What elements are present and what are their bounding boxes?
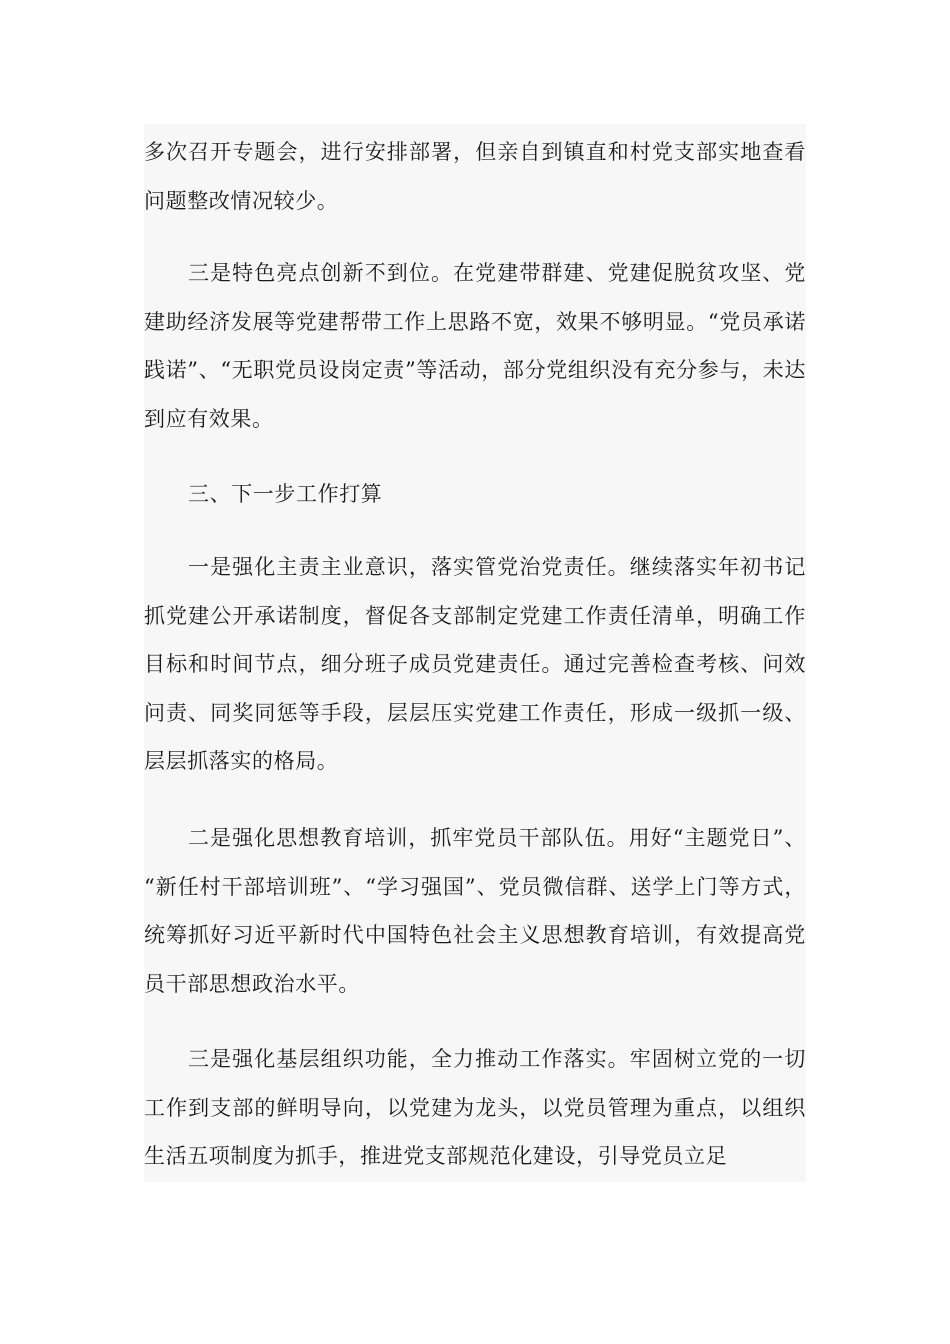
paragraph-continuation: 多次召开专题会，进行安排部署，但亲自到镇直和村党支部实地查看问题整改情况较少。 xyxy=(144,140,806,213)
paragraph-plan-two: 二是强化思想教育培训，抓牢党员干部队伍。用好“主题党日”、 “新任村干部培训班”、“学习强国”、党员微信群、送学上门等方式，统筹抓好习近平新时代中国特色社会主义思想教育培训，有效提高党员干部思想政治水平。 xyxy=(144,826,806,996)
section-heading-next-steps: 三、下一步工作打算 xyxy=(188,482,383,506)
paragraph-third-issue: 三是特色亮点创新不到位。在党建带群建、党建促脱贫攻坚、党建助经济发展等党建帮带工作上思路不宽，效果不够明显。“党员承诺践诺”、“无职党员设岗定责”等活动，部分党组织没有充分参与，未达到应有效果。 xyxy=(144,261,806,431)
document-page xyxy=(144,124,806,1182)
paragraph-plan-three: 三是强化基层组织功能，全力推动工作落实。牢固树立党的一切工作到支部的鲜明导向，以党建为龙头，以党员管理为重点，以组织生活五项制度为抓手，推进党支部规范化建设，引导党员立足 xyxy=(144,1047,806,1168)
paragraph-plan-one: 一是强化主责主业意识，落实管党治党责任。继续落实年初书记抓党建公开承诺制度，督促各支部制定党建工作责任清单，明确工作目标和时间节点，细分班子成员党建责任。通过完善检查考核、问效问责、同奖同惩等手段，层层压实党建工作责任，形成一级抓一级、层层抓落实的格局。 xyxy=(144,555,806,773)
